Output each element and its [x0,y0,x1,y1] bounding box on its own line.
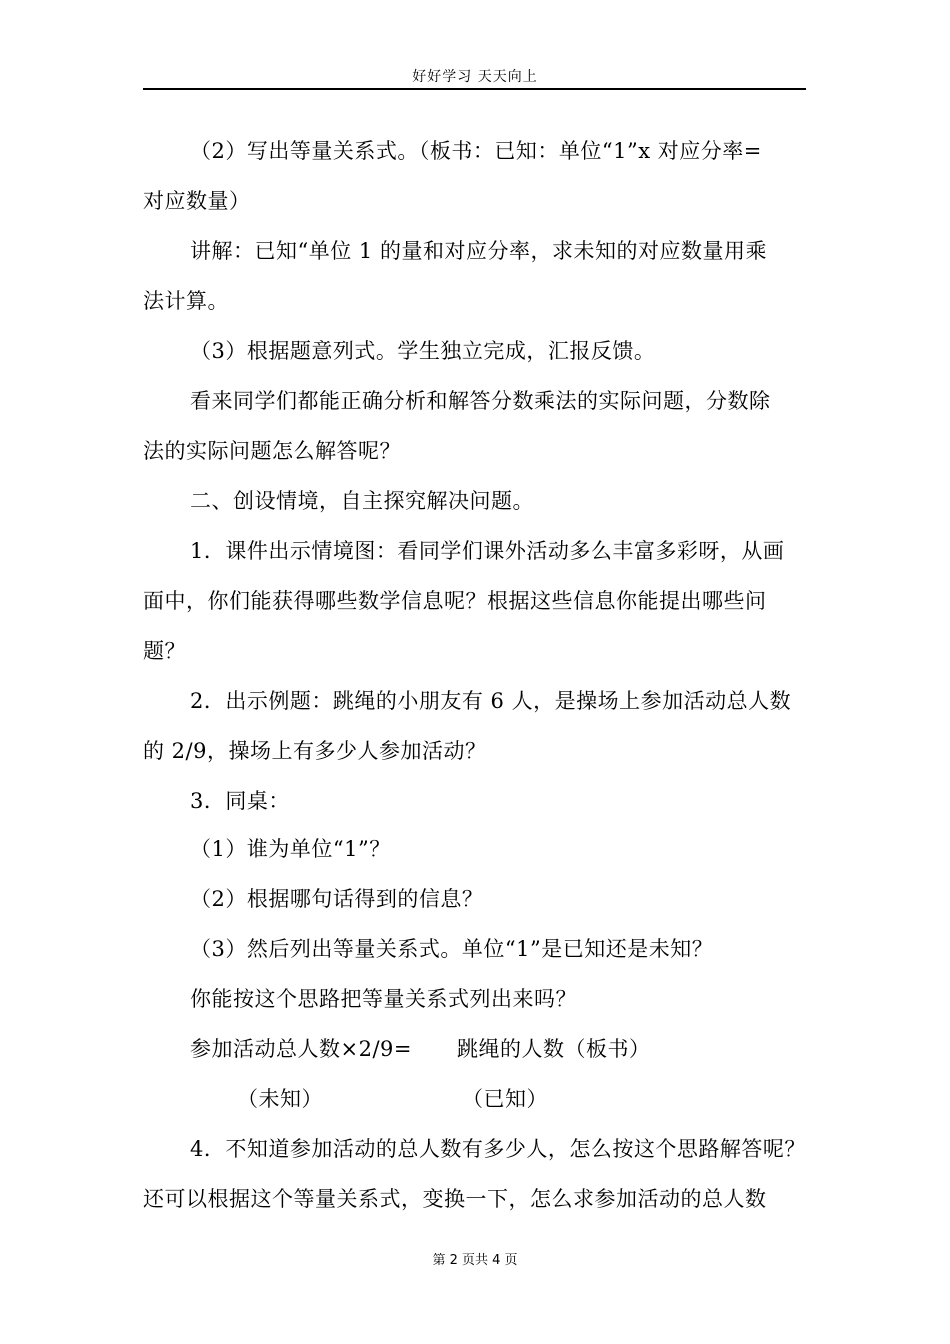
text-line: 3．同桌： [190,789,290,813]
equation-left: 参加活动总人数×2/9= [190,1037,412,1061]
text-line: 还可以根据这个等量关系式，变换一下，怎么求参加活动的总人数 [143,1187,767,1211]
text-line: 你能按这个思路把等量关系式列出来吗？ [190,987,577,1011]
text-line: 法的实际问题怎么解答呢？ [143,439,401,463]
text-line: 题？ [143,639,186,663]
text-line: 1．课件出示情境图：看同学们课外活动多么丰富多彩呀，从画 [190,539,785,563]
text-line: 法计算。 [143,289,229,313]
text-line: 2．出示例题：跳绳的小朋友有 6 人，是操场上参加活动总人数 [190,689,792,713]
text-line: 讲解：已知“单位 1 的量和对应分率，求未知的对应数量用乘 [190,239,767,263]
header-rule [143,88,806,90]
known-note: （已知） [462,1087,548,1111]
text-line: （1）谁为单位“1”？ [190,837,391,861]
equation-right: 跳绳的人数（板书） [457,1037,651,1061]
text-line: 面中，你们能获得哪些数学信息呢？根据这些信息你能提出哪些问 [143,589,767,613]
page-footer: 第 2 页共 4 页 [432,1253,518,1268]
text-line: （3）然后列出等量关系式。单位“1”是已知还是未知？ [190,937,714,961]
page-header: 好好学习 天天向上 [412,69,538,85]
text-line: 对应数量） [143,189,251,213]
text-line: （2）写出等量关系式。（板书：已知：单位“1”x 对应分率= [190,139,762,163]
text-line: 看来同学们都能正确分析和解答分数乘法的实际问题，分数除 [190,389,771,413]
text-line: （3）根据题意列式。学生独立完成，汇报反馈。 [190,339,656,363]
text-line: （2）根据哪句话得到的信息？ [190,887,484,911]
unknown-note: （未知） [237,1087,323,1111]
text-line: 4．不知道参加活动的总人数有多少人，怎么按这个思路解答呢？ [190,1137,806,1161]
text-line: 的 2/9，操场上有多少人参加活动？ [143,739,487,763]
section-heading: 二、创设情境，自主探究解决问题。 [190,489,534,513]
